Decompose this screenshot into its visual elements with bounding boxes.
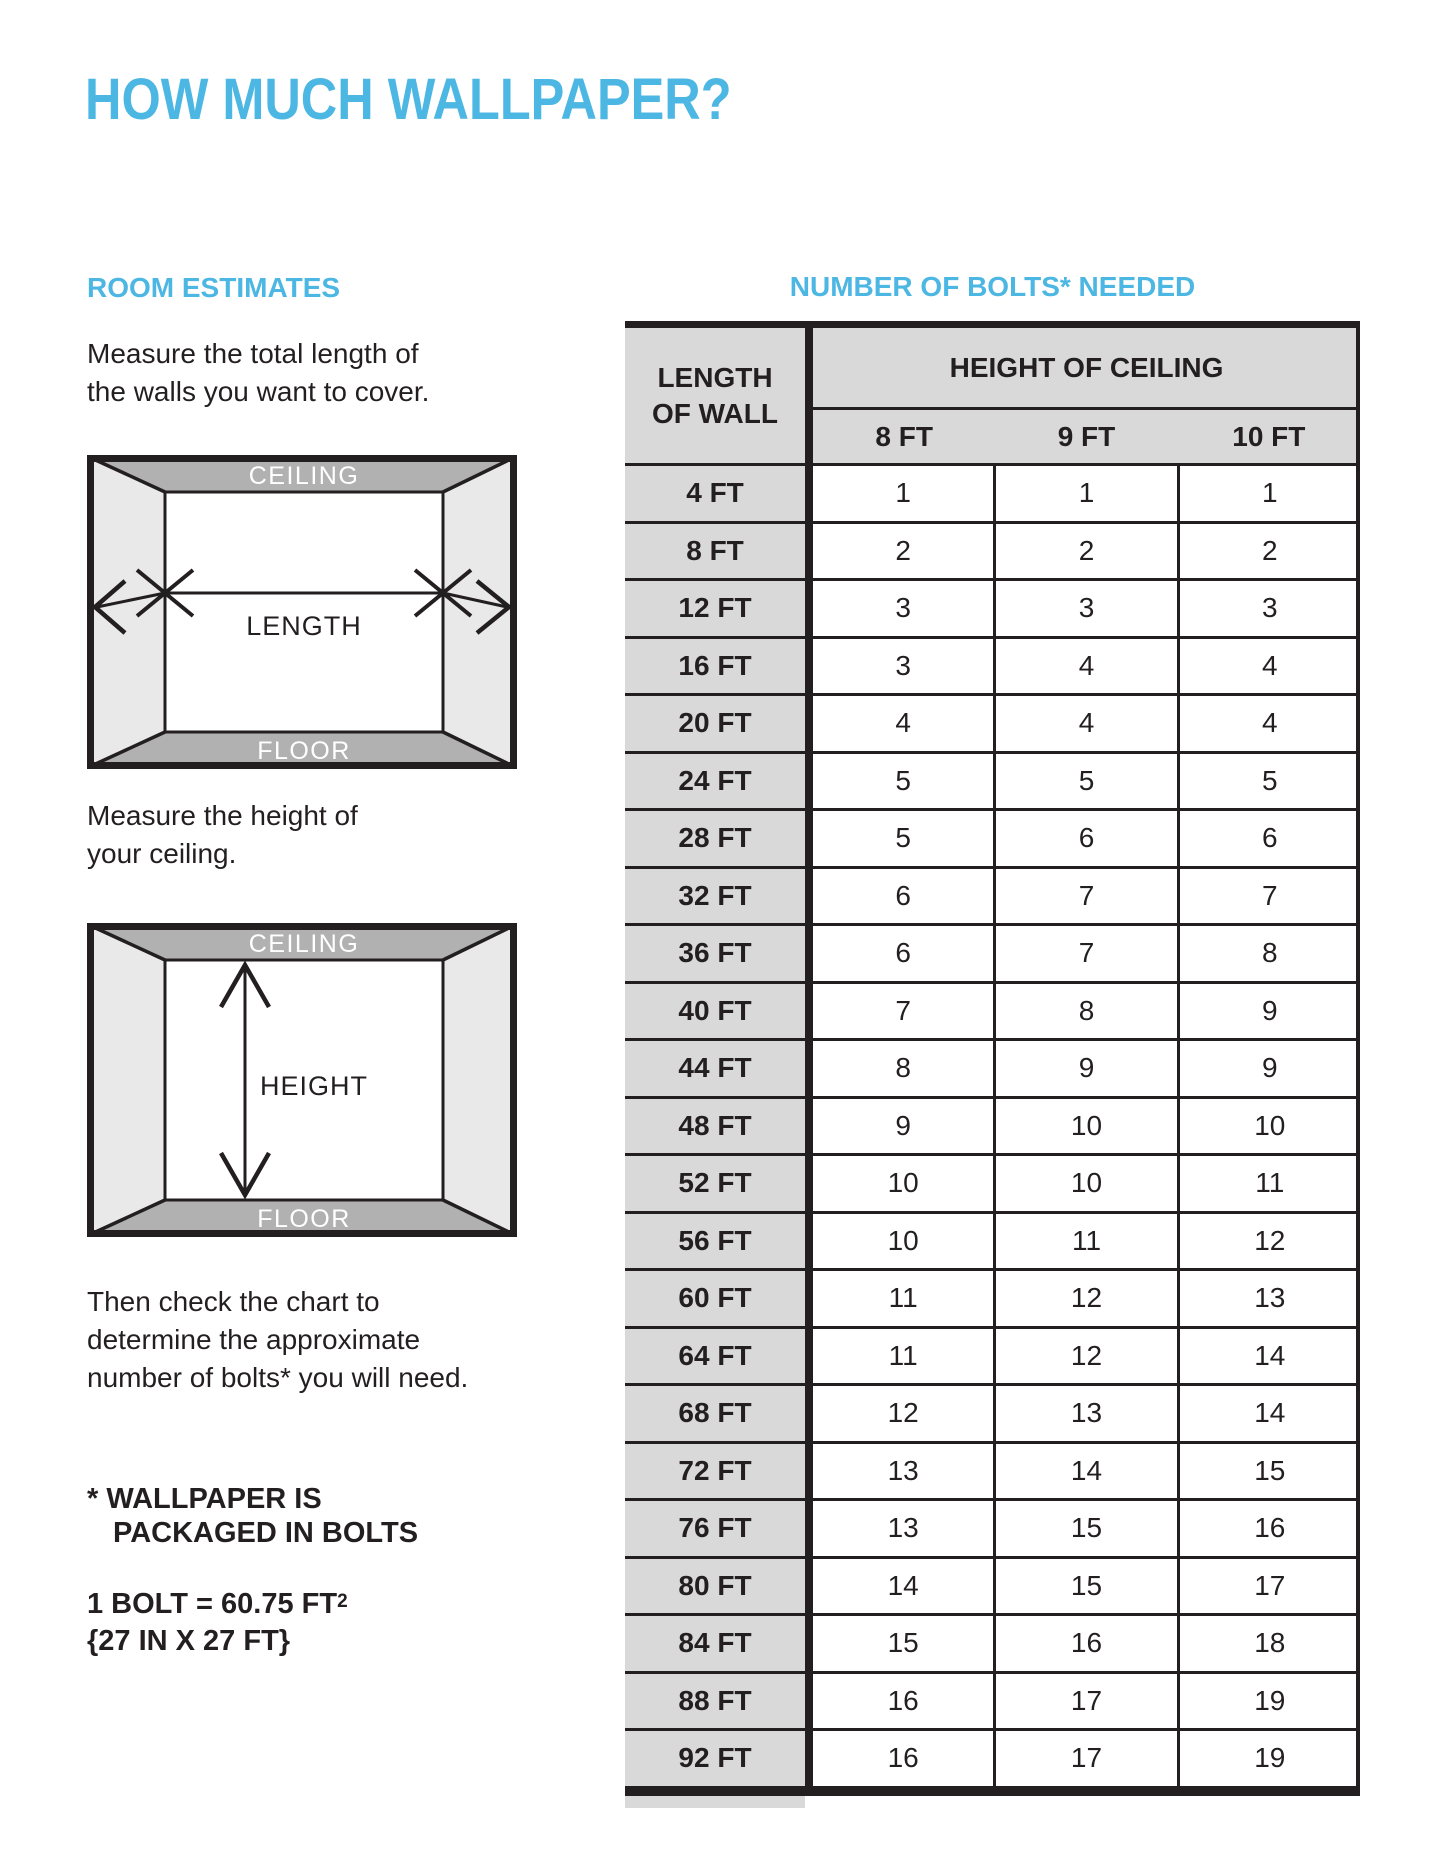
cell-10ft: 7 xyxy=(1177,869,1360,924)
ceiling-label: CEILING xyxy=(248,462,360,490)
table-row xyxy=(625,693,1360,751)
cell-9ft: 3 xyxy=(993,581,1176,636)
row-label: 80 FT xyxy=(625,1559,805,1614)
cell-9ft: 13 xyxy=(993,1386,1176,1441)
cell-9ft: 6 xyxy=(993,811,1176,866)
cell-8ft: 5 xyxy=(813,754,993,809)
table-top-border xyxy=(625,321,1360,328)
instruction-measure-length xyxy=(87,335,429,411)
ceiling-height-header-block xyxy=(813,328,1360,463)
table-row xyxy=(625,808,1360,866)
table-row xyxy=(625,1038,1360,1096)
row-label: 60 FT xyxy=(625,1271,805,1326)
column-divider xyxy=(805,1616,813,1671)
cell-8ft: 13 xyxy=(813,1444,993,1499)
cell-9ft: 11 xyxy=(993,1214,1176,1269)
cell-8ft: 15 xyxy=(813,1616,993,1671)
row-label: 88 FT xyxy=(625,1674,805,1729)
cell-10ft: 19 xyxy=(1177,1674,1360,1729)
room-perspective-drawing xyxy=(87,923,517,1237)
column-divider xyxy=(805,754,813,809)
col-header-9ft: 9 FT xyxy=(1057,420,1116,452)
col-header-8ft: 8 FT xyxy=(875,420,933,452)
cell-8ft: 6 xyxy=(813,926,993,981)
column-divider xyxy=(805,1444,813,1499)
cell-8ft: 7 xyxy=(813,984,993,1039)
row-label: 28 FT xyxy=(625,811,805,866)
cell-9ft: 5 xyxy=(993,754,1176,809)
table-row xyxy=(625,1556,1360,1614)
cell-10ft: 15 xyxy=(1177,1444,1360,1499)
column-divider xyxy=(805,984,813,1039)
bolt-size-info xyxy=(87,1583,348,1660)
bolt-size-line xyxy=(87,1583,348,1623)
table-row xyxy=(625,1671,1360,1729)
cell-10ft: 13 xyxy=(1177,1271,1360,1326)
bolt-dimensions-line: {27 IN X 27 FT} xyxy=(87,1625,291,1657)
footnote-line: * WALLPAPER IS xyxy=(87,1483,322,1515)
cell-9ft: 7 xyxy=(993,869,1176,924)
column-divider xyxy=(805,1214,813,1269)
table-row xyxy=(625,1153,1360,1211)
cell-9ft: 10 xyxy=(993,1156,1176,1211)
column-divider xyxy=(805,1329,813,1384)
row-label: 36 FT xyxy=(625,926,805,981)
cell-8ft: 11 xyxy=(813,1329,993,1384)
cell-10ft: 10 xyxy=(1177,1099,1360,1154)
room-diagram-length xyxy=(87,455,517,769)
cell-9ft: 14 xyxy=(993,1444,1176,1499)
table-row xyxy=(625,636,1360,694)
height-of-ceiling-header: HEIGHT OF CEILING xyxy=(813,328,1360,407)
col-header-10ft: 10 FT xyxy=(1232,420,1306,452)
right-wall-surface xyxy=(443,923,517,1237)
cell-9ft: 17 xyxy=(993,1674,1176,1729)
corner-header-line: LENGTH xyxy=(657,361,773,393)
row-label: 48 FT xyxy=(625,1099,805,1154)
column-divider xyxy=(805,1041,813,1096)
row-label: 4 FT xyxy=(625,466,805,521)
wallpaper-bolts-footnote xyxy=(87,1482,418,1550)
cell-9ft: 4 xyxy=(993,639,1176,694)
row-label: 52 FT xyxy=(625,1156,805,1211)
cell-10ft: 19 xyxy=(1177,1731,1360,1786)
cell-9ft: 4 xyxy=(993,696,1176,751)
cell-8ft: 11 xyxy=(813,1271,993,1326)
cell-10ft: 3 xyxy=(1177,581,1360,636)
column-divider xyxy=(805,1156,813,1211)
cell-9ft: 8 xyxy=(993,984,1176,1039)
column-divider xyxy=(805,524,813,579)
corner-header-length-of-wall xyxy=(625,328,805,463)
bolts-needed-heading: NUMBER OF BOLTS* NEEDED xyxy=(789,271,1196,302)
cell-8ft: 3 xyxy=(813,581,993,636)
column-divider xyxy=(805,1731,813,1786)
cell-9ft: 2 xyxy=(993,524,1176,579)
table-row xyxy=(625,521,1360,579)
cell-8ft: 10 xyxy=(813,1156,993,1211)
cell-9ft: 16 xyxy=(993,1616,1176,1671)
table-row xyxy=(625,1326,1360,1384)
instruction-line: Measure the total length of xyxy=(87,338,419,369)
column-divider xyxy=(805,926,813,981)
footnote-line: PACKAGED IN BOLTS xyxy=(113,1517,419,1549)
instruction-measure-height xyxy=(87,797,358,873)
cell-9ft: 12 xyxy=(993,1271,1176,1326)
table-row xyxy=(625,981,1360,1039)
cell-8ft: 6 xyxy=(813,869,993,924)
row-label: 44 FT xyxy=(625,1041,805,1096)
height-label: HEIGHT xyxy=(259,1071,369,1101)
column-divider xyxy=(805,639,813,694)
cell-8ft: 3 xyxy=(813,639,993,694)
instruction-line: Measure the height of xyxy=(87,800,358,831)
cell-8ft: 12 xyxy=(813,1386,993,1441)
column-divider xyxy=(805,1386,813,1441)
table-row xyxy=(625,1096,1360,1154)
cell-9ft: 15 xyxy=(993,1559,1176,1614)
cell-10ft: 14 xyxy=(1177,1329,1360,1384)
table-bottom-border xyxy=(625,1786,1360,1796)
cell-8ft: 16 xyxy=(813,1674,993,1729)
bolt-squared-sup: 2 xyxy=(337,1591,348,1612)
corner-header-line: OF WALL xyxy=(652,397,778,429)
row-label: 92 FT xyxy=(625,1731,805,1786)
row-label: 64 FT xyxy=(625,1329,805,1384)
cell-9ft: 9 xyxy=(993,1041,1176,1096)
row-label: 16 FT xyxy=(625,639,805,694)
room-perspective-drawing xyxy=(87,455,517,769)
column-divider xyxy=(805,466,813,521)
cell-9ft: 12 xyxy=(993,1329,1176,1384)
table-row xyxy=(625,1268,1360,1326)
cell-8ft: 4 xyxy=(813,696,993,751)
row-label: 20 FT xyxy=(625,696,805,751)
table-row xyxy=(625,1728,1360,1786)
table-row xyxy=(625,866,1360,924)
floor-label: FLOOR xyxy=(257,737,351,765)
cell-10ft: 9 xyxy=(1177,1041,1360,1096)
table-row xyxy=(625,1211,1360,1269)
column-divider xyxy=(805,581,813,636)
cell-10ft: 14 xyxy=(1177,1386,1360,1441)
table-right-border xyxy=(1356,321,1360,1796)
cell-10ft: 4 xyxy=(1177,696,1360,751)
cell-8ft: 14 xyxy=(813,1559,993,1614)
table-row xyxy=(625,1441,1360,1499)
column-divider xyxy=(805,1559,813,1614)
cell-8ft: 5 xyxy=(813,811,993,866)
cell-8ft: 9 xyxy=(813,1099,993,1154)
length-label: LENGTH xyxy=(246,611,362,641)
table-row xyxy=(625,578,1360,636)
cell-8ft: 10 xyxy=(813,1214,993,1269)
ceiling-height-subheader-row xyxy=(813,407,1360,463)
cell-10ft: 1 xyxy=(1177,466,1360,521)
cell-9ft: 10 xyxy=(993,1099,1176,1154)
row-label: 32 FT xyxy=(625,869,805,924)
room-diagram-height xyxy=(87,923,517,1237)
page-title: HOW MUCH WALLPAPER? xyxy=(85,67,732,132)
table-body xyxy=(625,463,1360,1786)
row-label: 12 FT xyxy=(625,581,805,636)
cell-8ft: 1 xyxy=(813,466,993,521)
cell-8ft: 8 xyxy=(813,1041,993,1096)
instruction-check-chart xyxy=(87,1283,468,1397)
row-label: 76 FT xyxy=(625,1501,805,1556)
instruction-line: determine the approximate xyxy=(87,1324,421,1355)
table-row xyxy=(625,751,1360,809)
left-wall-surface xyxy=(87,923,165,1237)
cell-10ft: 2 xyxy=(1177,524,1360,579)
table-row xyxy=(625,923,1360,981)
cell-10ft: 18 xyxy=(1177,1616,1360,1671)
column-divider xyxy=(805,1099,813,1154)
row-label: 72 FT xyxy=(625,1444,805,1499)
instruction-line: your ceiling. xyxy=(87,838,237,869)
table-row xyxy=(625,1498,1360,1556)
cell-9ft: 1 xyxy=(993,466,1176,521)
ceiling-label: CEILING xyxy=(248,930,360,958)
cell-8ft: 2 xyxy=(813,524,993,579)
row-label: 40 FT xyxy=(625,984,805,1039)
table-header xyxy=(625,328,1360,463)
cell-10ft: 5 xyxy=(1177,754,1360,809)
instruction-line: the walls you want to cover. xyxy=(87,376,430,407)
column-divider xyxy=(805,1271,813,1326)
instruction-line: Then check the chart to xyxy=(87,1286,380,1317)
table-row xyxy=(625,1613,1360,1671)
cell-10ft: 16 xyxy=(1177,1501,1360,1556)
cell-10ft: 9 xyxy=(1177,984,1360,1039)
cell-10ft: 6 xyxy=(1177,811,1360,866)
cell-10ft: 17 xyxy=(1177,1559,1360,1614)
bolt-equation-text: 1 BOLT = 60.75 FT xyxy=(87,1588,338,1620)
cell-8ft: 16 xyxy=(813,1731,993,1786)
row-label: 84 FT xyxy=(625,1616,805,1671)
row-label: 56 FT xyxy=(625,1214,805,1269)
cell-10ft: 12 xyxy=(1177,1214,1360,1269)
row-label: 68 FT xyxy=(625,1386,805,1441)
floor-label: FLOOR xyxy=(257,1205,351,1233)
cell-9ft: 17 xyxy=(993,1731,1176,1786)
column-divider xyxy=(805,1501,813,1556)
column-divider xyxy=(805,869,813,924)
cell-10ft: 4 xyxy=(1177,639,1360,694)
row-label: 24 FT xyxy=(625,754,805,809)
column-divider xyxy=(805,1674,813,1729)
cell-9ft: 7 xyxy=(993,926,1176,981)
cell-10ft: 8 xyxy=(1177,926,1360,981)
table-row xyxy=(625,463,1360,521)
column-divider xyxy=(805,696,813,751)
label-column-footer-strip xyxy=(625,1796,805,1808)
instruction-line: number of bolts* you will need. xyxy=(87,1362,469,1393)
column-divider xyxy=(805,328,813,463)
cell-8ft: 13 xyxy=(813,1501,993,1556)
column-divider xyxy=(805,811,813,866)
table-row xyxy=(625,1383,1360,1441)
room-estimates-heading: ROOM ESTIMATES xyxy=(87,272,341,303)
bolts-table xyxy=(625,321,1360,1796)
cell-9ft: 15 xyxy=(993,1501,1176,1556)
row-label: 8 FT xyxy=(625,524,805,579)
cell-10ft: 11 xyxy=(1177,1156,1360,1211)
